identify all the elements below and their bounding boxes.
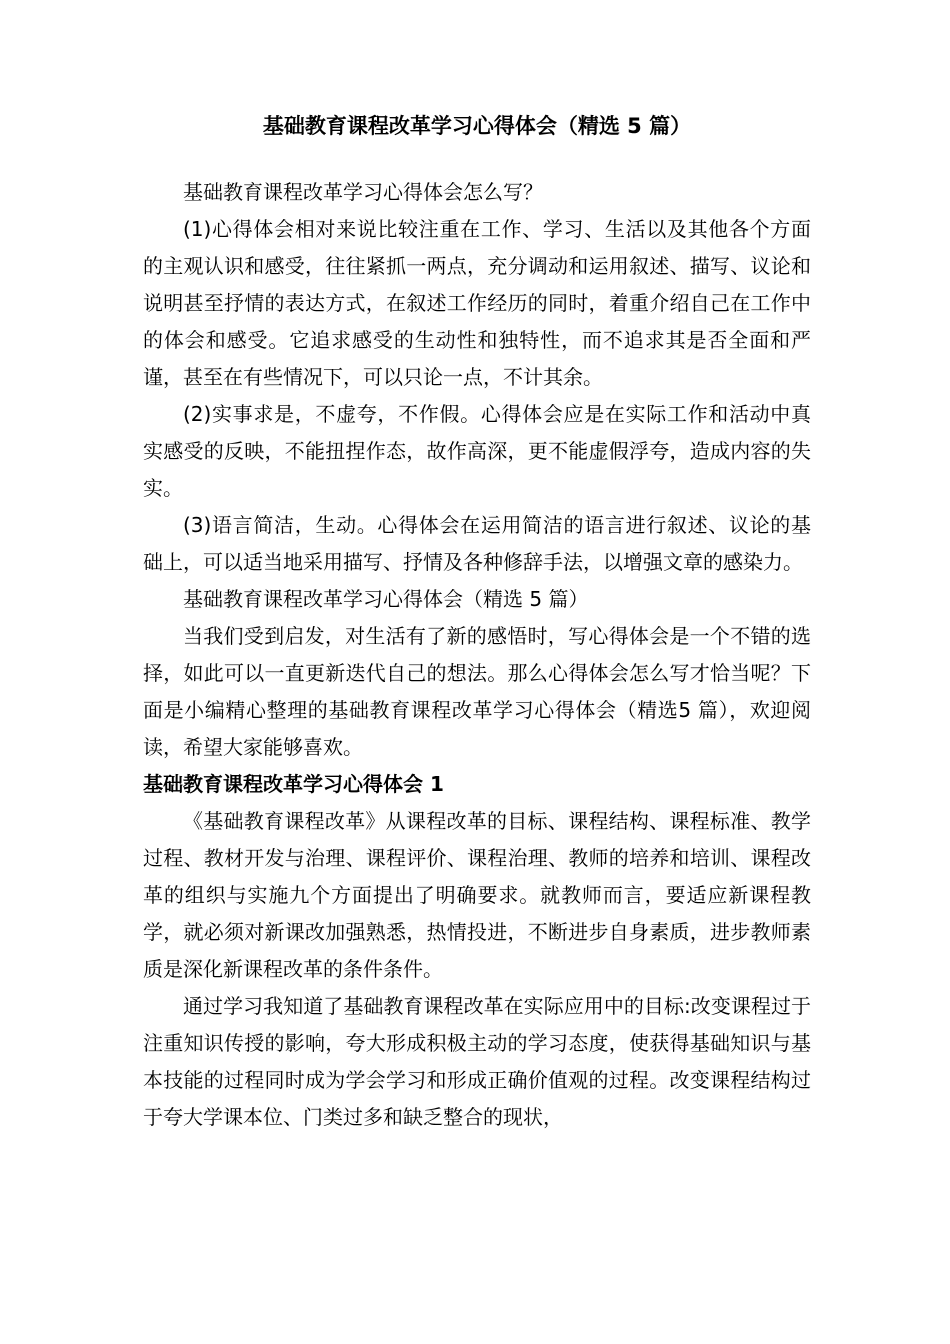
section-1-heading: 基础教育课程改革学习心得体会 1 [143, 772, 444, 796]
section-1-paragraph-2: 通过学习我知道了基础教育课程改革在实际应用中的目标:改变课程过于注重知识传授的影响，夸大形成积极主动的学习态度，使获得基础知识与基本技能的过程同时成为学会学习和形成正确价值观的过程。改变课程结构过于夸大学课本位、门类过多和缺乏整合的现状， [143, 994, 811, 1129]
document-body [143, 108, 811, 1136]
point-1-paragraph: (1)心得体会相对来说比较注重在工作、学习、生活以及其他各个方面的主观认识和感受，往往紧抓一两点，充分调动和运用叙述、描写、议论和说明甚至抒情的表达方式，在叙述工作经历的同时，着重介绍自己在工作中的体会和感受。它追求感受的生动性和独特性，而不追求其是否全面和严谨，甚至在有些情况下，可以只论一点，不计其余。 [143, 217, 811, 389]
subtitle-paragraph: 基础教育课程改革学习心得体会（精选 5 篇） [183, 587, 589, 611]
intro-question: 基础教育课程改革学习心得体会怎么写？ [183, 180, 543, 204]
document-title: 基础教育课程改革学习心得体会（精选 5 篇） [262, 114, 692, 138]
point-2-paragraph: (2)实事求是，不虚夸，不作假。心得体会应是在实际工作和活动中真实感受的反映，不能扭捏作态，故作高深，更不能虚假浮夸，造成内容的失实。 [143, 402, 811, 500]
preface-paragraph: 当我们受到启发，对生活有了新的感悟时，写心得体会是一个不错的选择，如此可以一直更新迭代自己的想法。那么心得体会怎么写才恰当呢？下面是小编精心整理的基础教育课程改革学习心得体会（精选5 篇），欢迎阅读，希望大家能够喜欢。 [143, 624, 811, 759]
section-1-paragraph-1: 《基础教育课程改革》从课程改革的目标、课程结构、课程标准、教学过程、教材开发与治理、课程评价、课程治理、教师的培养和培训、课程改革的组织与实施九个方面提出了明确要求。就教师而言，要适应新课程教学，就必须对新课改加强熟悉，热情投进，不断进步自身素质，进步教师素质是深化新课程改革的条件条件。 [143, 809, 811, 981]
point-3-paragraph: (3)语言简洁，生动。心得体会在运用简洁的语言进行叙述、议论的基础上，可以适当地采用描写、抒情及各种修辞手法，以增强文章的感染力。 [143, 513, 811, 574]
